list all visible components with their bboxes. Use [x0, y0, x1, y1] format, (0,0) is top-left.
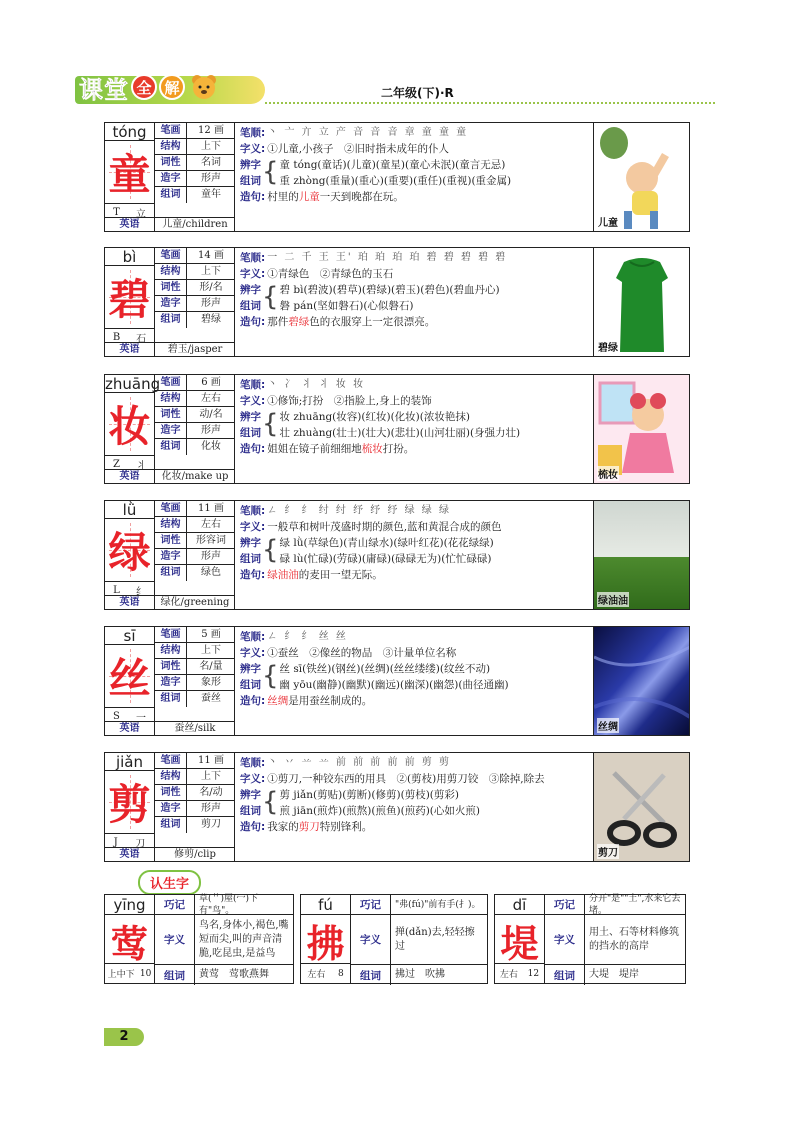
char-glyph: 剪 — [108, 780, 151, 829]
char-pinyin: jiǎn — [105, 753, 155, 771]
group-word-value: 绿色 — [201, 567, 221, 578]
english-row — [105, 721, 235, 735]
label-word-class: 词性 — [155, 280, 187, 295]
structure-value: 左右 — [201, 519, 221, 530]
label-word-class: 词性 — [155, 407, 187, 422]
char-pinyin: zhuāng — [105, 375, 161, 393]
label-sentence: 造句: — [240, 443, 266, 455]
label-stroke-order: 笔顺: — [240, 252, 266, 264]
char-info-panel — [105, 627, 235, 735]
strokes-value: 6 画 — [201, 377, 221, 388]
sentence-highlight: 碧绿 — [288, 316, 310, 328]
char-illustration — [593, 753, 689, 861]
label-sentence: 造句: — [240, 821, 266, 833]
label-english: 英语 — [105, 596, 155, 609]
word-class-value: 名词 — [201, 157, 221, 168]
label-formation: 造字 — [155, 801, 187, 816]
label-word-class: 词性 — [155, 659, 187, 674]
recognize-meaning: 掸(dǎn)去,轻轻擦过 — [391, 915, 487, 965]
distinguish-line-1: 童 tóng(童话)(儿童)(童星)(童心未泯)(童言无忌) — [279, 159, 506, 171]
sentence-pre: 那件 — [267, 316, 289, 328]
sentence-post: 的麦田一望无际。 — [298, 569, 383, 581]
label-english: 英语 — [105, 848, 155, 861]
label-distinguish: 辨字 — [240, 663, 261, 675]
char-illustration — [593, 375, 689, 483]
label-group: 组词 — [351, 965, 391, 985]
illustration-caption: 梳妆 — [597, 466, 619, 481]
label-strokes: 笔画 — [155, 501, 187, 516]
char-properties — [155, 248, 235, 328]
radical-letter: T — [113, 206, 120, 218]
distinguish-line-2: 幽 yōu(幽静)(幽默)(幽远)(幽深)(幽怨)(曲径通幽) — [279, 679, 509, 691]
char-pinyin: bì — [105, 248, 155, 266]
label-structure: 结构 — [155, 139, 187, 154]
label-group: 组词 — [155, 965, 195, 985]
meaning-text: ①儿童,小孩子 ②旧时指未成年的仆人 — [267, 143, 450, 155]
label-meaning: 字义 — [155, 915, 195, 965]
stroke-order: 一 二 千 王 王' 珀 珀 珀 珀 碧 碧 碧 碧 碧 — [267, 252, 508, 263]
brace-icon: { — [262, 787, 279, 817]
label-meaning: 字义: — [240, 647, 266, 659]
label-tip: 巧记 — [155, 895, 195, 915]
sentence-post: 是用蚕丝制成的。 — [288, 695, 373, 707]
char-detail — [236, 627, 596, 735]
illustration-caption: 碧绿 — [597, 339, 619, 354]
structure-value: 上下 — [201, 266, 221, 277]
label-group: 组词 — [155, 817, 187, 833]
stroke-order: ㄥ 纟 纟 丝 丝 — [267, 631, 348, 642]
char-properties — [155, 627, 235, 707]
char-glyph: 妆 — [108, 402, 151, 451]
meaning-text: ①修饰;打扮 ②指脸上,身上的装饰 — [267, 395, 432, 407]
recognize-tip: 草(艹)屋(冖)下有"鸟"。 — [195, 895, 293, 915]
label-group: 组词 — [155, 691, 187, 707]
radical: 丬 — [135, 460, 146, 472]
recognize-meaning: 鸟名,身体小,褐色,嘴短而尖,叫的声音清脆,吃昆虫,是益鸟 — [195, 915, 293, 965]
radical-letter: B — [112, 331, 121, 343]
english-value: 儿童/children — [162, 219, 228, 230]
recognize-structure: 上中下 — [107, 970, 135, 980]
brace-icon: { — [262, 157, 279, 187]
char-pinyin: sī — [105, 627, 155, 645]
sentence-pre: 我家的 — [267, 821, 299, 833]
char-big — [105, 645, 155, 707]
sentence-highlight: 丝绸 — [267, 695, 289, 707]
distinguish-line-2: 壮 zhuàng(壮士)(壮大)(悲壮)(山河壮丽)(身强力壮) — [279, 427, 521, 439]
formation-value: 象形 — [201, 677, 221, 688]
label-sentence: 造句: — [240, 569, 266, 581]
label-structure: 结构 — [155, 264, 187, 279]
label-sentence: 造句: — [240, 316, 266, 328]
distinguish-section — [240, 409, 592, 441]
distinguish-line-1: 妆 zhuāng(妆容)(红妆)(化妆)(浓妆艳抹) — [279, 411, 470, 423]
label-strokes: 笔画 — [155, 627, 187, 642]
recognize-strokes: 12 — [527, 968, 540, 979]
structure-value: 左右 — [201, 393, 221, 404]
english-value: 化妆/make up — [161, 471, 229, 482]
distinguish-section — [240, 157, 592, 189]
bear-icon — [189, 72, 219, 102]
sentence-highlight: 剪刀 — [298, 821, 320, 833]
distinguish-section — [240, 661, 592, 693]
english-value: 修剪/clip — [174, 849, 216, 860]
label-word-class: 词性 — [155, 155, 187, 170]
char-card — [104, 752, 690, 862]
label-stroke-order: 笔顺: — [240, 757, 266, 769]
label-meaning: 字义 — [545, 915, 585, 965]
label-group: 组词 — [545, 965, 585, 985]
char-detail — [236, 248, 596, 356]
structure-value: 上下 — [201, 141, 221, 152]
label-structure: 结构 — [155, 643, 187, 658]
radical: 立 — [135, 208, 146, 220]
label-word-class: 词性 — [155, 533, 187, 548]
char-big — [105, 141, 155, 203]
brace-icon: { — [262, 409, 279, 439]
structure-value: 上下 — [201, 645, 221, 656]
char-card — [104, 247, 690, 357]
char-info-panel — [105, 375, 235, 483]
english-row — [105, 847, 235, 861]
label-strokes: 笔画 — [155, 123, 187, 138]
sentence-post: 色的衣服穿上一定很漂亮。 — [309, 316, 436, 328]
formation-value: 形声 — [201, 298, 221, 309]
recognize-words: 大堤 堤岸 — [589, 969, 639, 980]
group-word-value: 剪刀 — [201, 819, 221, 830]
char-card — [104, 374, 690, 484]
label-formation: 造字 — [155, 423, 187, 438]
char-card — [104, 500, 690, 610]
sentence-highlight: 绿油油 — [267, 569, 299, 581]
meaning-text: ①青绿色 ②青绿色的玉石 — [267, 268, 394, 280]
formation-value: 形声 — [201, 551, 221, 562]
sentence-pre: 姐姐在镜子前细细地 — [267, 443, 362, 455]
logo-circle-1: 全 — [131, 74, 157, 100]
sentence-highlight: 儿童 — [298, 191, 320, 203]
recognize-meta — [105, 963, 155, 983]
char-glyph: 碧 — [108, 275, 151, 324]
radical: 石 — [136, 333, 147, 345]
strokes-value: 11 画 — [198, 503, 224, 514]
distinguish-section — [240, 787, 592, 819]
recognize-strokes: 8 — [337, 968, 344, 979]
char-big — [105, 771, 155, 833]
radical-letter: Z — [113, 458, 120, 470]
char-glyph: 丝 — [108, 654, 151, 703]
english-row — [105, 595, 235, 609]
logo-text: 课堂 — [79, 75, 129, 104]
strokes-value: 12 画 — [198, 125, 224, 136]
formation-value: 形声 — [201, 425, 221, 436]
structure-value: 上下 — [201, 771, 221, 782]
meaning-text: ①蚕丝 ②像丝的物品 ③计量单位名称 — [267, 647, 457, 659]
strokes-value: 11 画 — [198, 755, 224, 766]
label-strokes: 笔画 — [155, 375, 187, 390]
label-strokes: 笔画 — [155, 248, 187, 263]
distinguish-line-1: 丝 sī(铁丝)(钢丝)(丝绸)(丝丝缕缕)(纹丝不动) — [279, 663, 491, 675]
recognize-meta — [301, 963, 351, 983]
char-properties — [155, 123, 235, 203]
char-properties — [155, 753, 235, 833]
label-sentence: 造句: — [240, 695, 266, 707]
distinguish-line-1: 绿 lǜ(草绿色)(青山绿水)(绿叶红花)(花花绿绿) — [279, 537, 494, 549]
char-glyph: 绿 — [108, 528, 151, 577]
recognize-structure: 左右 — [307, 970, 326, 980]
word-class-value: 形/名 — [199, 282, 223, 293]
radical: 纟 — [135, 586, 146, 598]
char-info-panel — [105, 248, 235, 356]
label-formation: 造字 — [155, 675, 187, 690]
recognize-tip: 分开"是""土",水来它去堵。 — [585, 895, 685, 915]
recognize-pinyin: yīng — [105, 895, 155, 915]
recognize-card — [104, 894, 294, 984]
formation-value: 形声 — [201, 173, 221, 184]
char-big — [105, 266, 155, 328]
char-detail — [236, 123, 596, 231]
char-detail — [236, 753, 596, 861]
brace-icon: { — [262, 282, 279, 312]
label-group2: 组词 — [240, 175, 261, 187]
distinguish-line-2: 磐 pán(坚如磐石)(心似磐石) — [279, 300, 414, 312]
recognize-char: 莺 — [105, 915, 155, 965]
formation-value: 形声 — [201, 803, 221, 814]
recognize-tip: "弗(fú)"前有手(扌)。 — [391, 895, 487, 915]
distinguish-section — [240, 282, 592, 314]
label-distinguish: 辨字 — [240, 411, 261, 423]
label-distinguish: 辨字 — [240, 537, 261, 549]
label-structure: 结构 — [155, 391, 187, 406]
english-value: 碧玉/jasper — [167, 344, 223, 355]
group-word-value: 化妆 — [201, 441, 221, 452]
recognize-words: 黄莺 莺歌燕舞 — [199, 969, 269, 980]
label-meaning: 字义: — [240, 521, 266, 533]
english-value: 蚕丝/silk — [174, 723, 216, 734]
char-properties — [155, 375, 235, 455]
word-class-value: 动/名 — [199, 409, 223, 420]
recognize-meaning: 用土、石等材料修筑的挡水的高岸 — [585, 915, 685, 965]
group-word-value: 碧绿 — [201, 314, 221, 325]
char-illustration — [593, 123, 689, 231]
char-info-panel — [105, 123, 235, 231]
recognize-char: 拂 — [301, 915, 351, 965]
recognize-card — [494, 894, 686, 984]
recognize-meta — [495, 963, 545, 983]
char-big — [105, 519, 155, 581]
label-tip: 巧记 — [545, 895, 585, 915]
distinguish-line-1: 剪 jiǎn(剪贴)(剪断)(修剪)(剪枝)(剪彩) — [279, 789, 459, 801]
char-glyph: 童 — [108, 150, 151, 199]
char-big — [105, 393, 155, 455]
logo — [75, 70, 219, 104]
recognize-strokes: 10 — [139, 968, 152, 979]
strokes-value: 14 画 — [198, 250, 224, 261]
grade-label: 二年级(下)·R — [381, 86, 454, 100]
word-class-value: 名/动 — [199, 787, 223, 798]
label-distinguish: 辨字 — [240, 159, 261, 171]
label-group: 组词 — [155, 439, 187, 455]
recognize-title: 认生字 — [138, 870, 201, 895]
char-properties — [155, 501, 235, 581]
label-stroke-order: 笔顺: — [240, 379, 266, 391]
distinguish-line-2: 煎 jiān(煎炸)(煎熬)(煎鱼)(煎药)(心如火煎) — [279, 805, 480, 817]
distinguish-line-2: 碌 lù(忙碌)(劳碌)(庸碌)(碌碌无为)(忙忙碌碌) — [279, 553, 492, 565]
char-pinyin: tóng — [105, 123, 155, 141]
label-group2: 组词 — [240, 553, 261, 565]
label-formation: 造字 — [155, 171, 187, 186]
group-word-value: 童年 — [201, 189, 221, 200]
brace-icon: { — [262, 661, 279, 691]
radical: 一 — [135, 712, 146, 724]
label-stroke-order: 笔顺: — [240, 127, 266, 139]
char-info-panel — [105, 501, 235, 609]
radical-letter: S — [113, 710, 120, 722]
distinguish-section — [240, 535, 592, 567]
stroke-order: 丶 丷 䒑 䒑 前 前 前 前 前 剪 剪 — [267, 757, 451, 768]
header-divider — [265, 102, 715, 104]
label-group2: 组词 — [240, 300, 261, 312]
illustration-caption: 丝绸 — [597, 718, 619, 733]
label-formation: 造字 — [155, 296, 187, 311]
char-card — [104, 122, 690, 232]
page-header — [75, 70, 715, 106]
english-row — [105, 217, 235, 231]
brace-icon: { — [262, 535, 279, 565]
label-english: 英语 — [105, 343, 155, 356]
char-info-panel — [105, 753, 235, 861]
sentence-post: 打扮。 — [382, 443, 415, 455]
logo-circle-2: 解 — [159, 74, 185, 100]
recognize-words: 拂过 吹拂 — [395, 969, 445, 980]
label-group2: 组词 — [240, 805, 261, 817]
meaning-text: ①剪刀,一种铰东西的用具 ②(剪枝)用剪刀铰 ③除掉,除去 — [267, 773, 545, 785]
char-detail — [236, 501, 596, 609]
label-tip: 巧记 — [351, 895, 391, 915]
illustration-caption: 剪刀 — [597, 844, 619, 859]
recognize-pinyin: dī — [495, 895, 545, 915]
label-structure: 结构 — [155, 517, 187, 532]
label-sentence: 造句: — [240, 191, 266, 203]
group-word-value: 蚕丝 — [201, 693, 221, 704]
label-distinguish: 辨字 — [240, 789, 261, 801]
label-meaning: 字义 — [351, 915, 391, 965]
illustration-caption: 儿童 — [597, 214, 619, 229]
label-group2: 组词 — [240, 679, 261, 691]
char-pinyin: lǜ — [105, 501, 155, 519]
recognize-card — [300, 894, 488, 984]
recognize-pinyin: fú — [301, 895, 351, 915]
label-english: 英语 — [105, 218, 155, 231]
label-strokes: 笔画 — [155, 753, 187, 768]
label-english: 英语 — [105, 470, 155, 483]
page-number: 2 — [104, 1028, 144, 1046]
recognize-structure: 左右 — [499, 970, 518, 980]
char-illustration — [593, 248, 689, 356]
char-illustration — [593, 501, 689, 609]
sentence-post: 一天到晚都在玩。 — [319, 191, 404, 203]
label-group: 组词 — [155, 187, 187, 203]
stroke-order: 丶 亠 亣 立 产 音 音 音 章 童 童 童 — [267, 127, 469, 138]
label-meaning: 字义: — [240, 773, 266, 785]
radical-letter: L — [113, 584, 120, 596]
label-structure: 结构 — [155, 769, 187, 784]
english-row — [105, 342, 235, 356]
char-detail — [236, 375, 596, 483]
label-stroke-order: 笔顺: — [240, 631, 266, 643]
radical-letter: J — [113, 836, 118, 848]
english-value: 绿化/greening — [160, 597, 230, 608]
illustration-caption: 绿油油 — [597, 592, 629, 607]
label-formation: 造字 — [155, 549, 187, 564]
stroke-order: 丶 冫 丬 丬 妆 妆 — [267, 379, 366, 390]
label-meaning: 字义: — [240, 143, 266, 155]
label-english: 英语 — [105, 722, 155, 735]
distinguish-line-1: 碧 bì(碧波)(碧草)(碧绿)(碧玉)(碧色)(碧血丹心) — [279, 284, 500, 296]
word-class-value: 形容词 — [196, 535, 226, 546]
distinguish-line-2: 重 zhòng(重量)(重心)(重要)(重任)(重视)(重金属) — [279, 175, 512, 187]
label-group2: 组词 — [240, 427, 261, 439]
char-card — [104, 626, 690, 736]
char-illustration — [593, 627, 689, 735]
strokes-value: 5 画 — [201, 629, 221, 640]
sentence-pre: 村里的 — [267, 191, 299, 203]
recognize-char: 堤 — [495, 915, 545, 965]
radical: 刀 — [135, 838, 146, 850]
label-meaning: 字义: — [240, 268, 266, 280]
label-meaning: 字义: — [240, 395, 266, 407]
label-distinguish: 辨字 — [240, 284, 261, 296]
stroke-order: ㄥ 纟 纟 纣 纣 纾 纾 纾 绿 绿 绿 — [267, 505, 451, 516]
label-word-class: 词性 — [155, 785, 187, 800]
meaning-text: 一般草和树叶茂盛时期的颜色,蓝和黄混合成的颜色 — [267, 521, 502, 533]
label-stroke-order: 笔顺: — [240, 505, 266, 517]
word-class-value: 名/量 — [199, 661, 223, 672]
sentence-post: 特别锋利。 — [319, 821, 373, 833]
label-group: 组词 — [155, 565, 187, 581]
english-row — [105, 469, 235, 483]
label-group: 组词 — [155, 312, 187, 328]
sentence-highlight: 梳妆 — [361, 443, 383, 455]
